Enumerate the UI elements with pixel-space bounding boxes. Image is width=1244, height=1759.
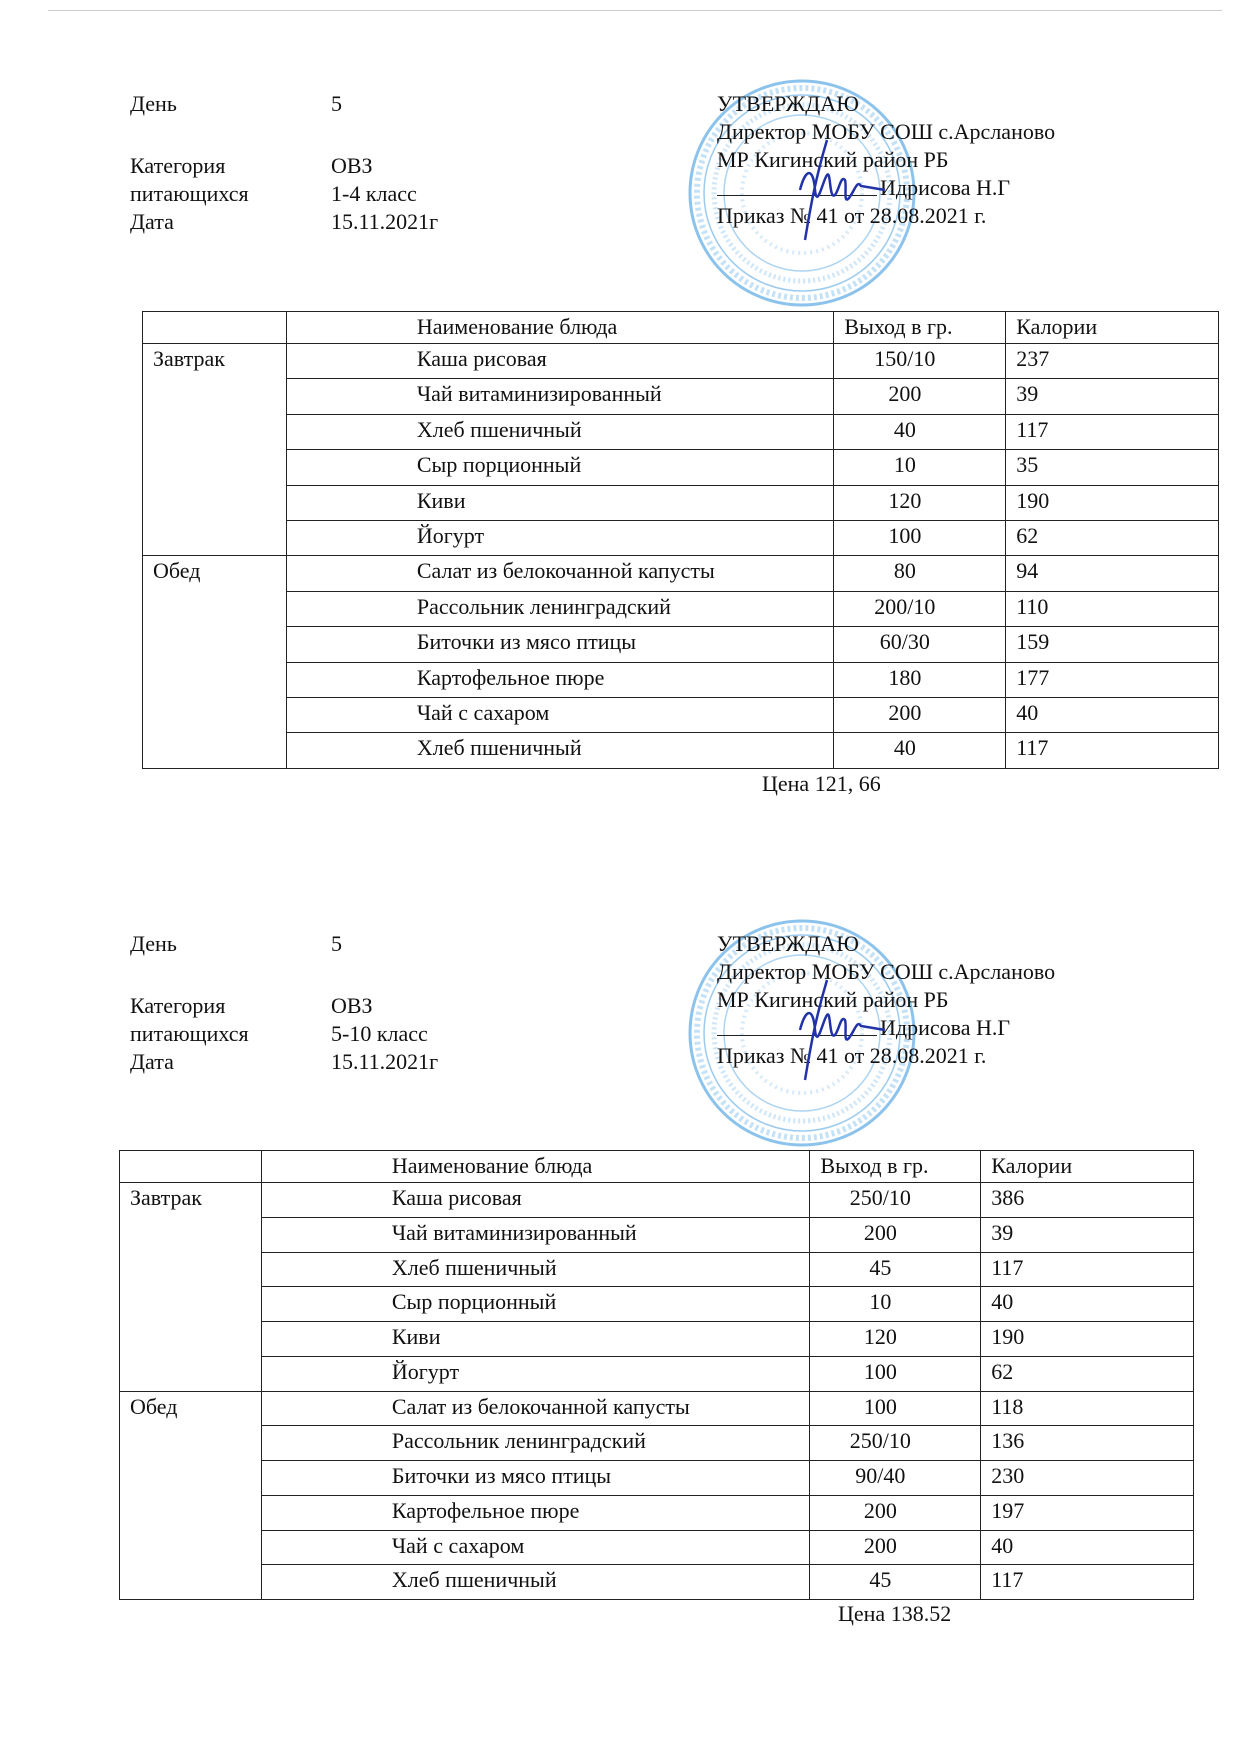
scan-edge-line	[48, 10, 1222, 11]
approval-order: Приказ № 41 от 28.08.2021 г.	[717, 1043, 987, 1068]
header-meal	[143, 312, 287, 344]
header-dish-name: Наименование блюда	[286, 312, 834, 344]
meal-name: Обед	[120, 1391, 262, 1600]
approval-director: Директор МОБУ СОШ с.Арсланово	[717, 119, 1056, 144]
price: Цена 138.52	[838, 1601, 952, 1626]
dish-calories: 40	[981, 1287, 1194, 1322]
table-row	[143, 450, 1219, 485]
day-value: 5	[331, 931, 342, 956]
dish-name: Картофельное пюре	[261, 1495, 810, 1530]
approval-title: УТВЕРЖДАЮ	[717, 931, 859, 956]
approval-district: МР Кигинский район РБ	[717, 147, 949, 172]
table-row	[143, 591, 1219, 626]
header-dish-name: Наименование блюда	[261, 1151, 810, 1183]
dish-name: Картофельное пюре	[286, 662, 834, 697]
dish-name: Чай с сахаром	[286, 697, 834, 732]
dish-calories: 110	[1006, 591, 1219, 626]
category-label-cont: питающихся	[130, 1021, 249, 1046]
approval-director: Директор МОБУ СОШ с.Арсланово	[717, 959, 1056, 984]
dish-name: Каша рисовая	[286, 344, 834, 379]
price: Цена 121, 66	[762, 771, 881, 796]
category-label: Категория	[130, 993, 226, 1018]
dish-calories: 39	[981, 1217, 1194, 1252]
dish-name: Рассольник ленинградский	[286, 591, 834, 626]
day-value: 5	[331, 91, 342, 116]
category-label: Категория	[130, 153, 226, 178]
table-row	[143, 697, 1219, 732]
table-row	[120, 1530, 1194, 1565]
dish-name: Киви	[286, 485, 834, 520]
dish-output: 120	[810, 1322, 981, 1357]
grade-value: 1-4 класс	[331, 181, 417, 206]
dish-output: 45	[810, 1565, 981, 1600]
table-row	[143, 485, 1219, 520]
dish-output: 250/10	[810, 1426, 981, 1461]
approval-signer: Идрисова Н.Г	[880, 1015, 1011, 1040]
date-value: 15.11.2021г	[331, 1049, 439, 1074]
dish-calories: 40	[1006, 697, 1219, 732]
dish-output: 100	[834, 520, 1006, 555]
header-calories: Калории	[981, 1151, 1194, 1183]
dish-output: 250/10	[810, 1183, 981, 1218]
handwritten-signature	[765, 120, 895, 250]
dish-output: 60/30	[834, 627, 1006, 662]
dish-name: Рассольник ленинградский	[261, 1426, 810, 1461]
dish-calories: 62	[1006, 520, 1219, 555]
day-label: День	[130, 931, 177, 956]
table-row	[120, 1217, 1194, 1252]
dish-calories: 197	[981, 1495, 1194, 1530]
date-label: Дата	[130, 209, 174, 234]
dish-calories: 159	[1006, 627, 1219, 662]
menu-table	[142, 311, 1219, 769]
dish-calories: 118	[981, 1391, 1194, 1426]
meal-name: Завтрак	[143, 344, 287, 556]
dish-calories: 230	[981, 1461, 1194, 1496]
table-row	[120, 1495, 1194, 1530]
dish-calories: 190	[1006, 485, 1219, 520]
dish-calories: 117	[1006, 414, 1219, 449]
approval-district: МР Кигинский район РБ	[717, 987, 949, 1012]
menu-table	[119, 1150, 1194, 1600]
meal-name: Завтрак	[120, 1183, 262, 1392]
approval-signer: Идрисова Н.Г	[880, 175, 1011, 200]
category-label-cont: питающихся	[130, 181, 249, 206]
table-row	[120, 1565, 1194, 1600]
dish-output: 90/40	[810, 1461, 981, 1496]
dish-calories: 35	[1006, 450, 1219, 485]
table-row	[143, 733, 1219, 768]
dish-name: Йогурт	[286, 520, 834, 555]
table-row	[120, 1287, 1194, 1322]
table-row	[120, 1322, 1194, 1357]
table-row	[143, 627, 1219, 662]
dish-calories: 40	[981, 1530, 1194, 1565]
table-row	[120, 1356, 1194, 1391]
dish-output: 100	[810, 1356, 981, 1391]
dish-output: 40	[834, 733, 1006, 768]
dish-output: 200	[810, 1495, 981, 1530]
dish-name: Чай витаминизированный	[286, 379, 834, 414]
header-calories: Калории	[1006, 312, 1219, 344]
category-value: ОВЗ	[331, 153, 373, 178]
approval-title: УТВЕРЖДАЮ	[717, 91, 859, 116]
dish-calories: 117	[981, 1252, 1194, 1287]
meal-name: Обед	[143, 556, 287, 768]
table-row	[143, 520, 1219, 555]
table-row	[120, 1252, 1194, 1287]
dish-output: 100	[810, 1391, 981, 1426]
header-output: Выход в гр.	[834, 312, 1006, 344]
dish-output: 200	[810, 1217, 981, 1252]
table-row	[120, 1391, 1194, 1426]
dish-name: Чай витаминизированный	[261, 1217, 810, 1252]
date-value: 15.11.2021г	[331, 209, 439, 234]
dish-name: Хлеб пшеничный	[261, 1252, 810, 1287]
dish-calories: 62	[981, 1356, 1194, 1391]
dish-output: 200	[810, 1530, 981, 1565]
dish-output: 120	[834, 485, 1006, 520]
dish-calories: 39	[1006, 379, 1219, 414]
dish-calories: 117	[981, 1565, 1194, 1600]
dish-output: 200	[834, 379, 1006, 414]
dish-calories: 136	[981, 1426, 1194, 1461]
dish-name: Сыр порционный	[286, 450, 834, 485]
dish-calories: 190	[981, 1322, 1194, 1357]
dish-output: 10	[834, 450, 1006, 485]
dish-calories: 117	[1006, 733, 1219, 768]
dish-calories: 237	[1006, 344, 1219, 379]
dish-name: Чай с сахаром	[261, 1530, 810, 1565]
table-row	[120, 1183, 1194, 1218]
dish-output: 40	[834, 414, 1006, 449]
dish-calories: 386	[981, 1183, 1194, 1218]
table-row	[143, 556, 1219, 591]
dish-output: 10	[810, 1287, 981, 1322]
day-label: День	[130, 91, 177, 116]
dish-output: 80	[834, 556, 1006, 591]
dish-name: Хлеб пшеничный	[261, 1565, 810, 1600]
dish-output: 180	[834, 662, 1006, 697]
header-meal	[120, 1151, 262, 1183]
table-row	[120, 1461, 1194, 1496]
dish-calories: 94	[1006, 556, 1219, 591]
dish-name: Каша рисовая	[261, 1183, 810, 1218]
dish-output: 200/10	[834, 591, 1006, 626]
dish-name: Салат из белокочанной капусты	[261, 1391, 810, 1426]
table-header-row	[120, 1151, 1194, 1183]
dish-name: Биточки из мясо птицы	[286, 627, 834, 662]
date-label: Дата	[130, 1049, 174, 1074]
table-row	[143, 344, 1219, 379]
table-row	[120, 1426, 1194, 1461]
table-row	[143, 379, 1219, 414]
dish-name: Хлеб пшеничный	[286, 733, 834, 768]
dish-output: 200	[834, 697, 1006, 732]
grade-value: 5-10 класс	[331, 1021, 428, 1046]
dish-name: Йогурт	[261, 1356, 810, 1391]
table-row	[143, 414, 1219, 449]
approval-order: Приказ № 41 от 28.08.2021 г.	[717, 203, 987, 228]
category-value: ОВЗ	[331, 993, 373, 1018]
dish-calories: 177	[1006, 662, 1219, 697]
dish-name: Хлеб пшеничный	[286, 414, 834, 449]
header-output: Выход в гр.	[810, 1151, 981, 1183]
dish-name: Биточки из мясо птицы	[261, 1461, 810, 1496]
table-header-row	[143, 312, 1219, 344]
dish-output: 150/10	[834, 344, 1006, 379]
dish-name: Киви	[261, 1322, 810, 1357]
handwritten-signature	[765, 960, 895, 1090]
dish-name: Салат из белокочанной капусты	[286, 556, 834, 591]
dish-output: 45	[810, 1252, 981, 1287]
dish-name: Сыр порционный	[261, 1287, 810, 1322]
table-row	[143, 662, 1219, 697]
